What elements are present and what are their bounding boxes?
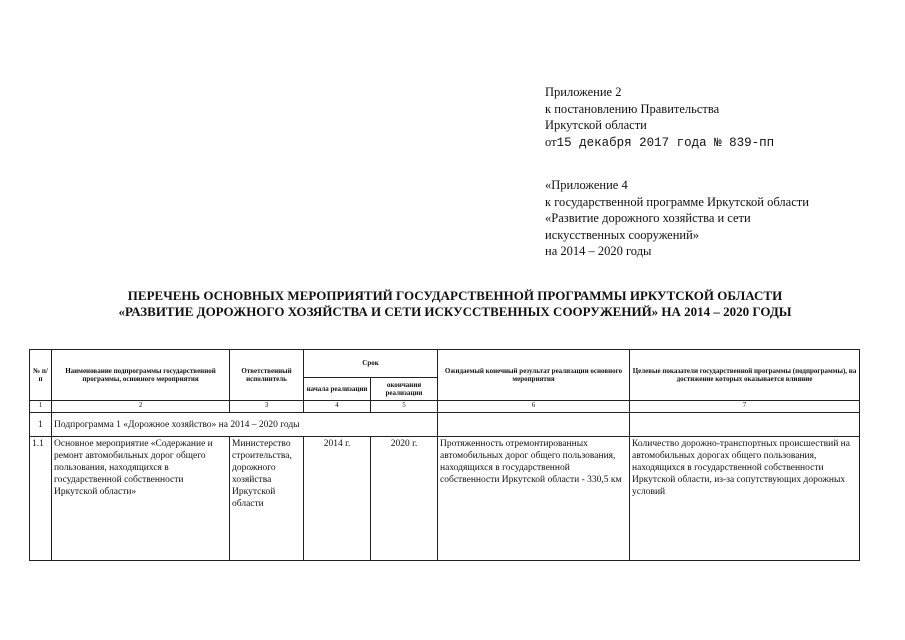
appendix-4-block (545, 177, 809, 260)
column-number: 5 (371, 401, 438, 413)
row-num: 1.1 (30, 437, 52, 561)
empty-cell (438, 413, 630, 437)
column-number: 2 (52, 401, 230, 413)
appendix-4-line: искусственных сооружений» (545, 227, 700, 242)
header-name: Наименование подпрограммы государственной программы, основного мероприятия (52, 350, 230, 401)
column-numbers-row (30, 401, 860, 413)
subprogram-title: Подпрограмма 1 «Дорожное хозяйство» на 2014 – 2020 годы (52, 413, 438, 437)
appendix-2-block (545, 84, 774, 151)
header-num: № п/п (30, 350, 52, 401)
column-number: 7 (630, 401, 860, 413)
row-end: 2020 г. (371, 437, 438, 561)
subprogram-num: 1 (30, 413, 52, 437)
header-indicators: Целевые показатели государственной программы (подпрограммы), на достижение которых оказывается влияние (630, 350, 860, 401)
row-name: Основное мероприятие «Содержание и ремонт автомобильных дорог общего пользования, находящихся в государственной собственности Иркутской области» (52, 437, 230, 561)
empty-cell (630, 413, 860, 437)
document-heading (30, 288, 880, 320)
appendix-2-title: Приложение 2 (545, 85, 622, 99)
appendix-4-line: «Развитие дорожного хозяйства и сети (545, 211, 751, 225)
heading-line-2: «РАЗВИТИЕ ДОРОЖНОГО ХОЗЯЙСТВА И СЕТИ ИСКУССТВЕННЫХ СООРУЖЕНИЙ» НА 2014 – 2020 ГОДЫ (118, 304, 792, 319)
resolution-date-number: 15 декабря 2017 года № 839-пп (556, 135, 775, 150)
date-prefix: от (545, 134, 557, 149)
appendix-4-title: «Приложение 4 (545, 178, 628, 192)
header-responsible: Ответственный исполнитель (230, 350, 304, 401)
column-number: 3 (230, 401, 304, 413)
row-responsible: Министерство строительства, дорожного хозяйства Иркутской области (230, 437, 304, 561)
appendix-2-line: Иркутской области (545, 118, 647, 132)
column-number: 4 (304, 401, 371, 413)
subprogram-row (30, 413, 860, 437)
column-number: 1 (30, 401, 52, 413)
appendix-4-line: на 2014 – 2020 годы (545, 244, 652, 258)
row-indicators: Количество дорожно-транспортных происшествий на автомобильных дорогах общего пользования, находящихся в государственной собственности Иркутской области, из-за сопутствующих дорожных условий (630, 437, 860, 561)
row-start: 2014 г. (304, 437, 371, 561)
row-result: Протяженность отремонтированных автомобильных дорог общего пользования, находящихся в государственной собственности Иркутской области - 330,5 км (438, 437, 630, 561)
header-start: начала реализации (304, 378, 371, 401)
table-row (30, 437, 860, 561)
column-number: 6 (438, 401, 630, 413)
header-end: окончания реализации (371, 378, 438, 401)
header-term: Срок (304, 350, 438, 378)
appendix-2-date-line (545, 134, 774, 152)
header-result: Ожидаемый конечный результат реализации основного мероприятия (438, 350, 630, 401)
measures-table (29, 349, 860, 561)
appendix-2-line: к постановлению Правительства (545, 101, 720, 116)
heading-line-1: ПЕРЕЧЕНЬ ОСНОВНЫХ МЕРОПРИЯТИЙ ГОСУДАРСТВЕННОЙ ПРОГРАММЫ ИРКУТСКОЙ ОБЛАСТИ (127, 288, 783, 303)
appendix-4-line: к государственной программе Иркутской области (545, 194, 809, 209)
